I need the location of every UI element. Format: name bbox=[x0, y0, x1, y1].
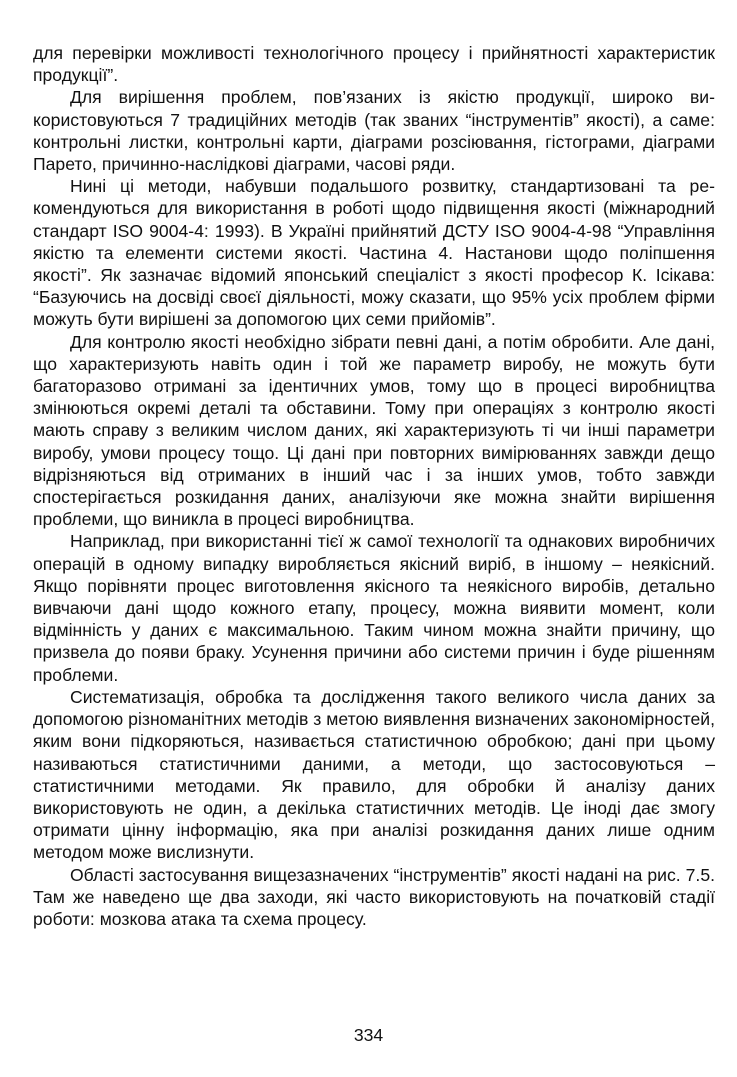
paragraph-application-areas: Області застосування вищезазначених “інструментів” якості надані на рис. 7.5. Там же наведено ще два заходи, які часто використовують на початковій стадії роботи: мозкова атака та схема процесу. bbox=[33, 864, 715, 929]
paragraph-example: Наприклад, при використанні тієї ж самої технології та однакових виробничих операцій в одному випадку виробляється якісний виріб, в іншому – неякісний. Якщо порівняти процес виготовлення якісного та неякісного виробів, детально вивчаючи дані щодо кожного етапу, процесу, можна виявити момент, коли відмінність у даних є максимальною. Таким чином можна знайти причину, що призвела до появи браку. Усунення причини або системи причин і буде рішенням проблеми. bbox=[33, 531, 715, 685]
paragraph-continuation: для перевірки можливості технологічного процесу і прийнятності характеристик продукції”. bbox=[33, 43, 715, 86]
paragraph-statistical-processing: Систематизація, обробка та дослідження такого великого числа даних за допомогою різноманітних методів з метою виявлення визначених закономірностей, яким вони підкоряються, називається статистичною обробкою; дані при цьому називаються статистичними даними, а методи, що застосовуються – статистичними методами. Як правило, для обробки й аналізу даних використовують не один, а декілька статистичних методів. Це іноді дає змогу отримати цінну інформацію, яка при аналізі розкидання даних лише одним методом може вислизнути. bbox=[33, 686, 715, 863]
page-body bbox=[33, 42, 715, 930]
page-number: 334 bbox=[353, 1025, 384, 1045]
paragraph-quality-tools: Для вирішення проблем, пов’язаних із якістю продукції, широко використовуються 7 традиційних методів (так званих “інструментів” якості), а саме: контрольні листки, контрольні карти, діаграми розсіювання, гістограми, діаграми Парето, причинно-наслідкові діаграми, часові ряди. bbox=[33, 87, 715, 175]
paragraph-iso-standard: Нині ці методи, набувши подальшого розвитку, стандартизовані та рекомендуються для використання в роботі щодо підвищення якості (міжнародний стандарт ISO 9004-4: 1993). В Україні прийнятий ДСТУ ISO 9004-4-98 “Управління якістю та елементи системи якості. Частина 4. Настанови щодо поліпшення якості”. Як зазначає відомий японський спеціаліст з якості професор К. Ісікава: “Базуючись на досвіді своєї діяльності, можу сказати, що 95% усіх проблем фірми можуть бути вирішені за допомогою цих семи прийомів”. bbox=[33, 176, 715, 330]
paragraph-data-collection: Для контролю якості необхідно зібрати певні дані, а потім обробити. Але дані, що характеризують навіть один і той же параметр виробу, не можуть бути багаторазово отримані за ідентичних умов, тому що в процесі виробництва змінюються окремі деталі та обставини. Тому при операціях з контролю якості мають справу з великим числом даних, які характеризують ті чи інші параметри виробу, умови процесу тощо. Ці дані при повторних вимірюваннях завжди дещо відрізняються від отриманих в інший час і за інших умов, тобто завжди спостерігається розкидання даних, аналізуючи яке можна знайти вирішення проблеми, що виникла в процесі виробництва. bbox=[33, 331, 715, 530]
